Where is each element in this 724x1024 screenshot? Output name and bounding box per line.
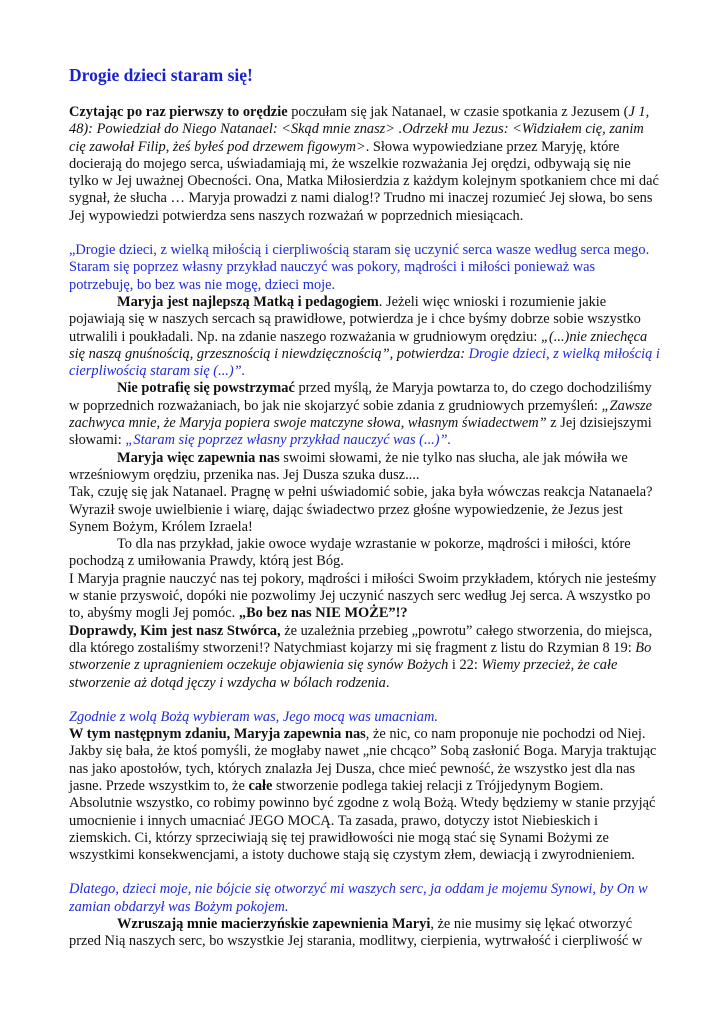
page-title: Drogie dzieci staram się! bbox=[69, 65, 253, 85]
paragraph-stworca: Doprawdy, Kim jest nasz Stwórca, że uzależnia przebieg „powrotu” całego stworzenia, do miejsca, dla którego zostaliśmy stworzeni!? Natychmiast kojarzy mi się fragment z listu do Rzymian 8 19: Bo stworzenie z upragnieniem oczekuje objawienia się synów Bożych i 22: Wiemy przecież, że całe stworzenie aż dotąd jęczy i wzdycha w bólach rodzenia. bbox=[69, 622, 653, 691]
scripture-quote: J 1, 48): Powiedział do Niego Natanael: <Skąd mnie znasz> .Odrzekł mu Jezus: <Widziałem cię, zanim cię zawołał Filip, żeś byłeś pod drzewem figowym> bbox=[69, 104, 650, 155]
paragraph-przyklad: To dla nas przykład, jakie owoce wydaje wzrastanie w pokorze, mądrości i miłości, które pochodzą z umiłowania Prawdy, którą jest Bóg. bbox=[69, 536, 631, 570]
paragraph-intro: Czytając po raz pierwszy to orędzie poczułam się jak Natanael, w czasie spotkania z Jezusem (J 1, 48): Powiedział do Niego Natanael: <Skąd mnie znasz> .Odrzekł mu Jezus: <Widziałem cię, zanim cię zawołał Filip, żeś byłeś pod drzewem figowym>. Słowa wypowiedziane przez Maryję, które docierają do mojego serca, uświadamiają mi, że wszelkie rozważania Jej orędzi, odbywają się nie tylko w Jej uważnej Obecności. Ona, Matka Miłosierdzia z każdym kolejnym spotkaniem chce mi dać sygnał, że słucha … Maryja prowadzi z nami dialog!? Trudno mi inaczej rozumieć Jej słowa, bo sens Jej wypowiedzi potwierdza sens naszych rozważań w poprzednich miesiącach. bbox=[69, 104, 659, 224]
paragraph-wola-boza: W tym następnym zdaniu, Maryja zapewnia nas, że nic, co nam proponuje nie pochodzi od Niej. Jakby się bała, że ktoś pomyśli, że mogłaby nawet „nie chcąco” Sobą zasłonić Boga. Maryja traktując nas jako apostołów, tych, których znalazła Jej Dusza, chce mieć pewność, że wszystko jest dla nas jasne. Przede wszystkim to, że całe stworzenie podlega takiej relacji z Trójjedynym Bogiem. Absolutnie wszystko, co robimy powinno być zgodne z wolą Bożą. Wtedy będziemy w stanie przyjąć umocnienie i innych umacniać JEGO MOCĄ. Ta zasada, prawo, dotyczy istot Niebieskich i ziemskich. Ci, którzy sprzeciwiają się tej prawidłowości nie mogą stać się Synami Bożymi ze wszystkimi konsekwencjami, a istoty duchowe stają się czystym złem, dewiacją i zwyrodnieniem. bbox=[69, 726, 657, 864]
message-quote-3: Dlatego, dzieci moje, nie bójcie się otworzyć mi waszych serc, ja oddam je mojemu Synowi, by On w zamian obdarzył was Bożym pokojem. bbox=[69, 881, 648, 915]
paragraph-natanael: Tak, czuję się jak Natanael. Pragnę w pełni uświadomić sobie, jaka była wówczas reakcja Natanaela? Wyraził swoje uwielbienie i wiarę, dając świadectwo przez głośne wypowiedzenie, że Jezus jest Synem Bożym, Królem Izraela! bbox=[69, 484, 653, 535]
paragraph-zapewnienia: Wzruszają mnie macierzyńskie zapewnienia Maryi, że nie musimy się lękać otworzyć przed Nią naszych serc, bo wszystkie Jej starania, modlitwy, cierpienia, wytrwałość i cierpliwość w bbox=[69, 916, 643, 950]
paragraph-matka: Maryja jest najlepszą Matką i pedagogiem. Jeżeli więc wnioski i rozumienie jakie pojawiają się w naszych sercach są prawidłowe, potwierdza je i chce byśmy dobrze sobie wszystko utrwalili i poukładali. Np. na zdanie naszego rozważania w grudniowym orędziu: „(...)nie zniechęca się naszą gnuśnością, grzesznością i niewdzięcznością”, potwierdza: Drogie dzieci, z wielką miłością i cierpliwością staram się (...)”. bbox=[69, 293, 660, 380]
message-quote-2: Zgodnie z wolą Bożą wybieram was, Jego mocą was umacniam. bbox=[69, 708, 438, 725]
message-quote-1: „Drogie dzieci, z wielką miłością i cierpliwością staram się uczynić serca wasze według serca mego. Staram się poprzez własny przykład nauczyć was pokory, mądrości i miłości ponieważ was potrzebuję, bo bez was nie mogę, dzieci moje. bbox=[69, 242, 650, 293]
paragraph-zapewnia: Maryja więc zapewnia nas swoimi słowami, że nie tylko nas słucha, ale jak mówiła we wrześniowym orędziu, przenika nas. Jej Dusza szuka dusz.... bbox=[69, 449, 628, 483]
paragraph-powstrzymac: Nie potrafię się powstrzymać przed myślą, że Maryja powtarza to, do czego dochodziliśmy w poprzednich rozważaniach, bo jak nie skojarzyć sobie zdania z grudniowych przemyśleń: „Zawsze zachwyca mnie, że Maryja popiera swoje matczyne słowa, własnym świadectwem” z Jej dzisiejszymi słowami: „Staram się poprzez własny przykład nauczyć was (...)”. bbox=[69, 380, 653, 449]
lead-text: Czytając po raz pierwszy to orędzie bbox=[69, 104, 288, 120]
paragraph-pokora: I Maryja pragnie nauczyć nas tej pokory, mądrości i miłości Swoim przykładem, których nie jesteśmy w stanie przyswoić, dopóki nie pozwolimy Jej uczynić naszych serc według Jej serca. A wszystko po to, abyśmy mogli Jej pomóc. „Bo bez nas NIE MOŻE”!? bbox=[69, 570, 657, 622]
